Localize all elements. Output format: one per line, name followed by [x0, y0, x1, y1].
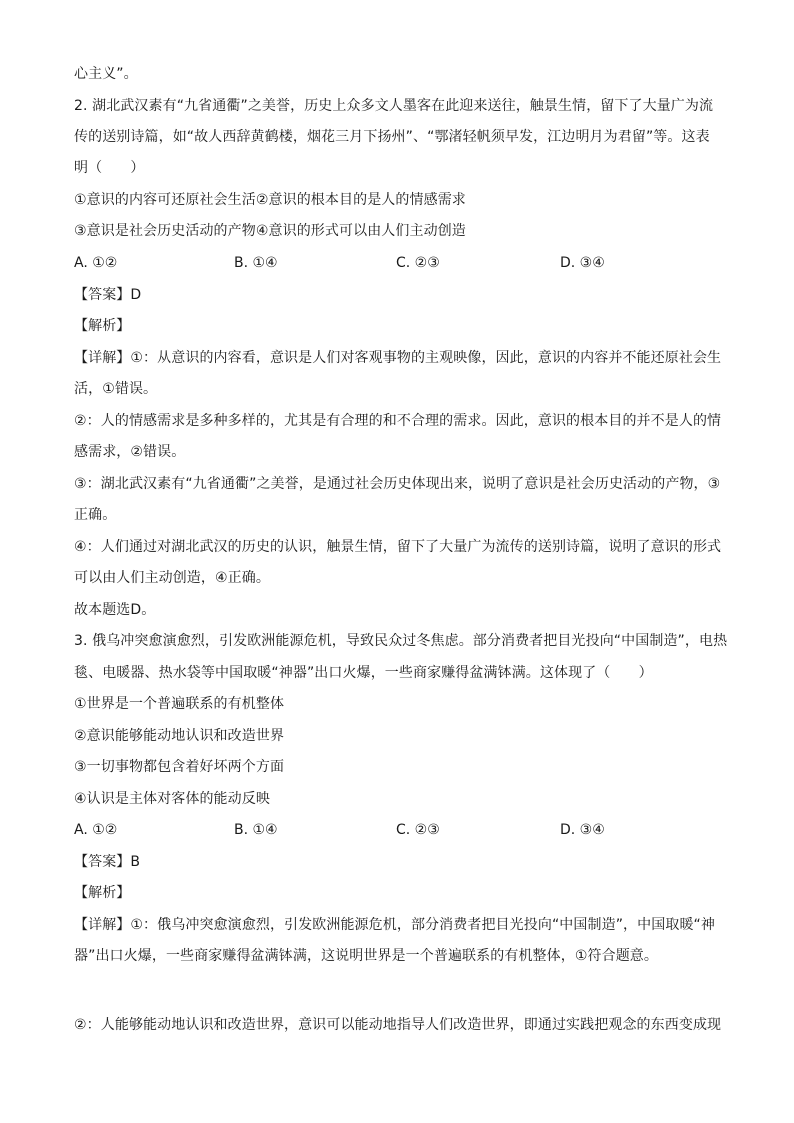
answer-label: 【答案】D	[74, 287, 142, 303]
question-2-options	[74, 253, 724, 273]
conclusion-line: 故本题选D。	[74, 602, 156, 618]
option-d: D. ③④	[560, 822, 605, 838]
answer-label: 【答案】B	[74, 854, 141, 870]
question-2-stem: 2. 湖北武汉素有“九省通衢”之美誉，历史上众多文人墨客在此迎来送往，触景生情，留下了大量广为流	[74, 98, 714, 114]
statement-line: ③一切事物都包含着好坏两个方面	[74, 759, 285, 775]
option-c: C. ②③	[396, 255, 440, 271]
explanation-line: 正确。	[74, 507, 117, 523]
statement-line: ②意识能够能动地认识和改造世界	[74, 728, 285, 744]
statement-line: ①世界是一个普遍联系的有机整体	[74, 696, 285, 712]
statement-line: ①意识的内容可还原社会生活②意识的根本目的是人的情感需求	[74, 192, 466, 208]
explanation-line: 【详解】①：俄乌冲突愈演愈烈，引发欧洲能源危机，部分消费者把目光投向“中国制造”，中国取暖“神	[74, 917, 716, 933]
explanation-line: 活，①错误。	[74, 381, 158, 397]
option-d: D. ③④	[560, 255, 605, 271]
question-3-stem: 3. 俄乌冲突愈演愈烈，引发欧洲能源危机，导致民众过冬焦虑。部分消费者把目光投向“中国制造”，电热	[74, 633, 728, 649]
statement-line: ④认识是主体对客体的能动反映	[74, 791, 270, 807]
option-b: B. ①④	[234, 822, 278, 838]
option-b: B. ①④	[234, 255, 278, 271]
text-line: 传的送别诗篇，如“故人西辞黄鹤楼，烟花三月下扬州”、“鄂渚轻帆须早发，江边明月为君留”等。这表	[74, 129, 710, 145]
explanation-line: 器”出口火爆，一些商家赚得盆满钵满，这说明世界是一个普遍联系的有机整体，①符合题意。	[74, 948, 659, 964]
explanation-line: 可以由人们主动创造，④正确。	[74, 570, 270, 586]
explanation-line: 【详解】①：从意识的内容看，意识是人们对客观事物的主观映像，因此，意识的内容并不能还原社会生	[74, 350, 722, 366]
option-c: C. ②③	[396, 822, 440, 838]
explanation-line: ②：人能够能动地认识和改造世界，意识可以能动地指导人们改造世界，即通过实践把观念的东西变成现	[74, 1017, 722, 1033]
explanation-line: ④：人们通过对湖北武汉的历史的认识，触景生情，留下了大量广为流传的送别诗篇，说明了意识的形式	[74, 539, 722, 555]
explanation-line: ③：湖北武汉素有“九省通衢”之美誉，是通过社会历史体现出来，说明了意识是社会历史活动的产物，③	[74, 476, 721, 492]
option-a: A. ①②	[74, 822, 118, 838]
analysis-label: 【解析】	[74, 885, 131, 901]
text-line: 明（ ）	[74, 160, 145, 176]
text-line: 毯、电暖器、热水袋等中国取暖“神器”出口火爆，一些商家赚得盆满钵满。这体现了（ ）	[74, 665, 653, 681]
statement-line: ③意识是社会历史活动的产物④意识的形式可以由人们主动创造	[74, 223, 466, 239]
analysis-label: 【解析】	[74, 318, 131, 334]
explanation-line: ②：人的情感需求是多种多样的，尤其是有合理的和不合理的需求。因此，意识的根本目的并不是人的情	[74, 413, 722, 429]
explanation-line: 感需求，②错误。	[74, 444, 186, 460]
text-line: 心主义”。	[74, 66, 138, 82]
question-3-options	[74, 820, 724, 840]
option-a: A. ①②	[74, 255, 118, 271]
